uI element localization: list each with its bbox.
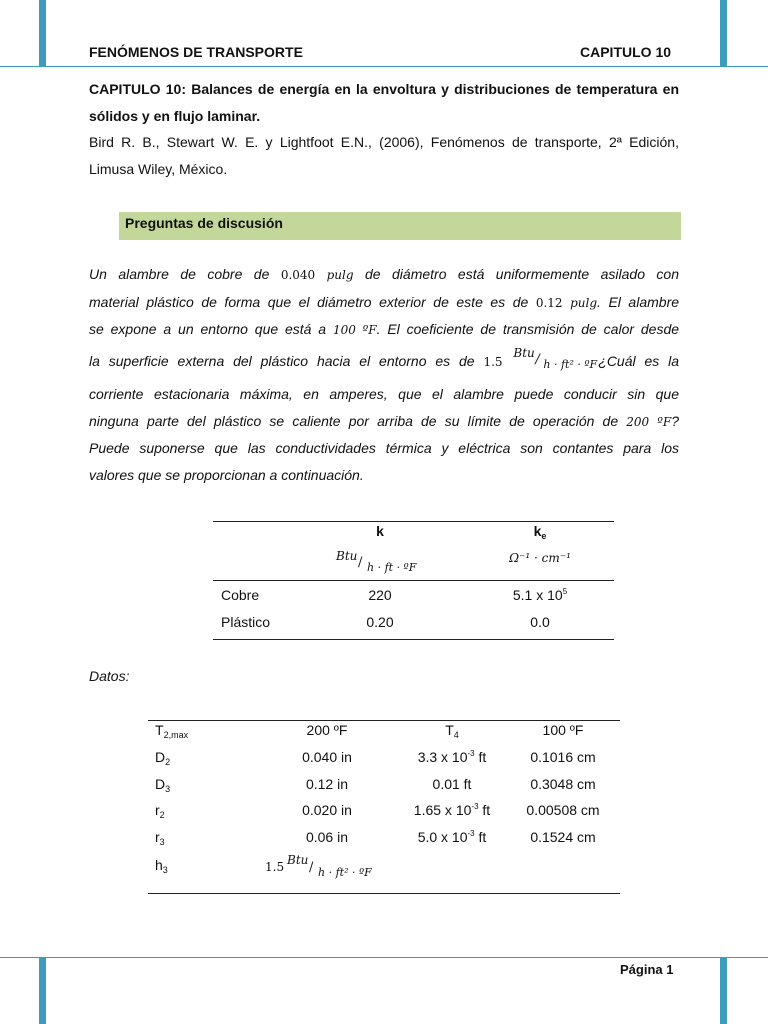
table1-bottom-rule: [213, 639, 614, 640]
heat-coefficient-units: Btu / h · ft² · ºF: [513, 346, 598, 371]
max-plastic-temperature-value: 200 ºF: [626, 415, 672, 429]
problem-line-7: Puede suponerse que las conductividades térmica y eléctrica son contantes para los: [89, 440, 679, 456]
problem-line-6: ninguna parte del plástico se caliente por arriba de su límite de operación de 200 ºF?: [89, 413, 680, 429]
table1-header-ke: $k_e$: [533, 523, 547, 541]
heat-coefficient-value: 1.5: [483, 355, 503, 369]
ambient-temperature-value: 100 ºF: [332, 323, 377, 337]
table1-row-ke: 5.1 x $10^5$: [512, 587, 568, 603]
data-row-value-3: 0.1016 cm: [530, 749, 596, 765]
section-heading: Preguntas de discusión: [125, 215, 283, 231]
table2-bottom-rule: [148, 893, 620, 894]
data-row-value-3: 0.1524 cm: [530, 829, 596, 845]
header-left-title: FENÓMENOS DE TRANSPORTE: [89, 44, 303, 60]
left-bottom-accent-bar: [39, 957, 46, 1024]
problem-line-5: corriente estacionaria máxima, en amperes, que el alambre puede conducir sin que: [89, 386, 679, 402]
section-heading-box: [119, 212, 681, 240]
outer-diameter-value: 0.12: [535, 296, 563, 310]
data-row-symbol: $r_2$: [155, 802, 165, 820]
table1-row-k: 0.20: [366, 614, 394, 630]
problem-line-2: material plástico de forma que el diámetro exterior de este es de 0.12 pulg. El alambre: [89, 294, 680, 310]
data-row-value-2: $T_4$: [445, 722, 459, 740]
data-row-value-1: 0.020 in: [302, 802, 352, 818]
problem-line-1: Un alambre de cobre de 0.040 pulg de diámetro está uniformemente asilado con: [89, 266, 679, 282]
table1-k-units: Btu / h · ft · ºF: [336, 549, 417, 574]
header-divider: [0, 66, 768, 67]
h3-value: 1.5 Btu / h · ft² · ºF: [265, 853, 372, 879]
header-right-chapter: CAPITULO 10: [580, 44, 672, 60]
table1-top-rule: [213, 521, 614, 522]
wire-diameter-value: 0.040: [280, 268, 316, 282]
table1-header-k: k: [376, 523, 384, 539]
data-row-symbol: $r_3$: [155, 829, 165, 847]
table1-row-ke: 0.0: [530, 614, 550, 630]
footer-divider: [0, 957, 768, 958]
table1-row-k: 220: [368, 587, 392, 603]
bibliographic-reference: Bird R. B., Stewart W. E. y Lightfoot E.N., (2006), Fenómenos de transporte, 2ª Edición, Limusa Wiley, México.: [89, 134, 679, 177]
data-row-value-1: 0.040 in: [302, 749, 352, 765]
chapter-title: CAPITULO 10: Balances de energía en la envoltura y distribuciones de temperatura en sólidos y en flujo laminar.: [89, 81, 679, 124]
data-row-value-2: 1.65 x $10^{-3}$ ft: [413, 802, 491, 818]
data-row-value-3: 100 ºF: [542, 722, 584, 738]
right-top-accent-bar: [720, 0, 727, 66]
table1-row-name: Plástico: [221, 614, 271, 630]
page-number: Página 1: [620, 962, 674, 977]
problem-line-3: se expone a un entorno que está a 100 ºF. El coeficiente de transmisión de calor desde: [89, 321, 680, 337]
data-row-value-1: 0.06 in: [305, 829, 349, 845]
problem-line-8: valores que se proporcionan a continuación.: [89, 467, 364, 483]
data-row-value-1: 200 ºF: [306, 722, 348, 738]
data-row-symbol: $D_3$: [155, 776, 171, 794]
h3-symbol: $h_3$: [155, 857, 168, 875]
data-row-value-2: 3.3 x $10^{-3}$ ft: [417, 749, 487, 765]
table2-top-rule: [148, 720, 620, 721]
table1-row-name: Cobre: [221, 587, 260, 603]
table1-ke-units: Ω⁻¹ · cm⁻¹: [509, 551, 571, 565]
data-row-value-3: 0.00508 cm: [526, 802, 600, 818]
right-bottom-accent-bar: [720, 957, 727, 1024]
data-row-value-2: 5.0 x $10^{-3}$ ft: [417, 829, 487, 845]
data-row-value-1: 0.12 in: [305, 776, 349, 792]
data-row-symbol: $T_{2,max}$: [155, 722, 189, 740]
data-label: Datos:: [89, 668, 130, 684]
data-row-value-2: 0.01 ft: [432, 776, 472, 792]
problem-line-4: la superficie externa del plástico hacia el entorno es de 1.5 Btu / h · ft² · ºF ¿Cuál es la: [89, 346, 680, 371]
data-row-value-3: 0.3048 cm: [530, 776, 596, 792]
data-row-symbol: $D_2$: [155, 749, 171, 767]
table1-header-rule: [213, 580, 614, 581]
left-top-accent-bar: [39, 0, 46, 66]
